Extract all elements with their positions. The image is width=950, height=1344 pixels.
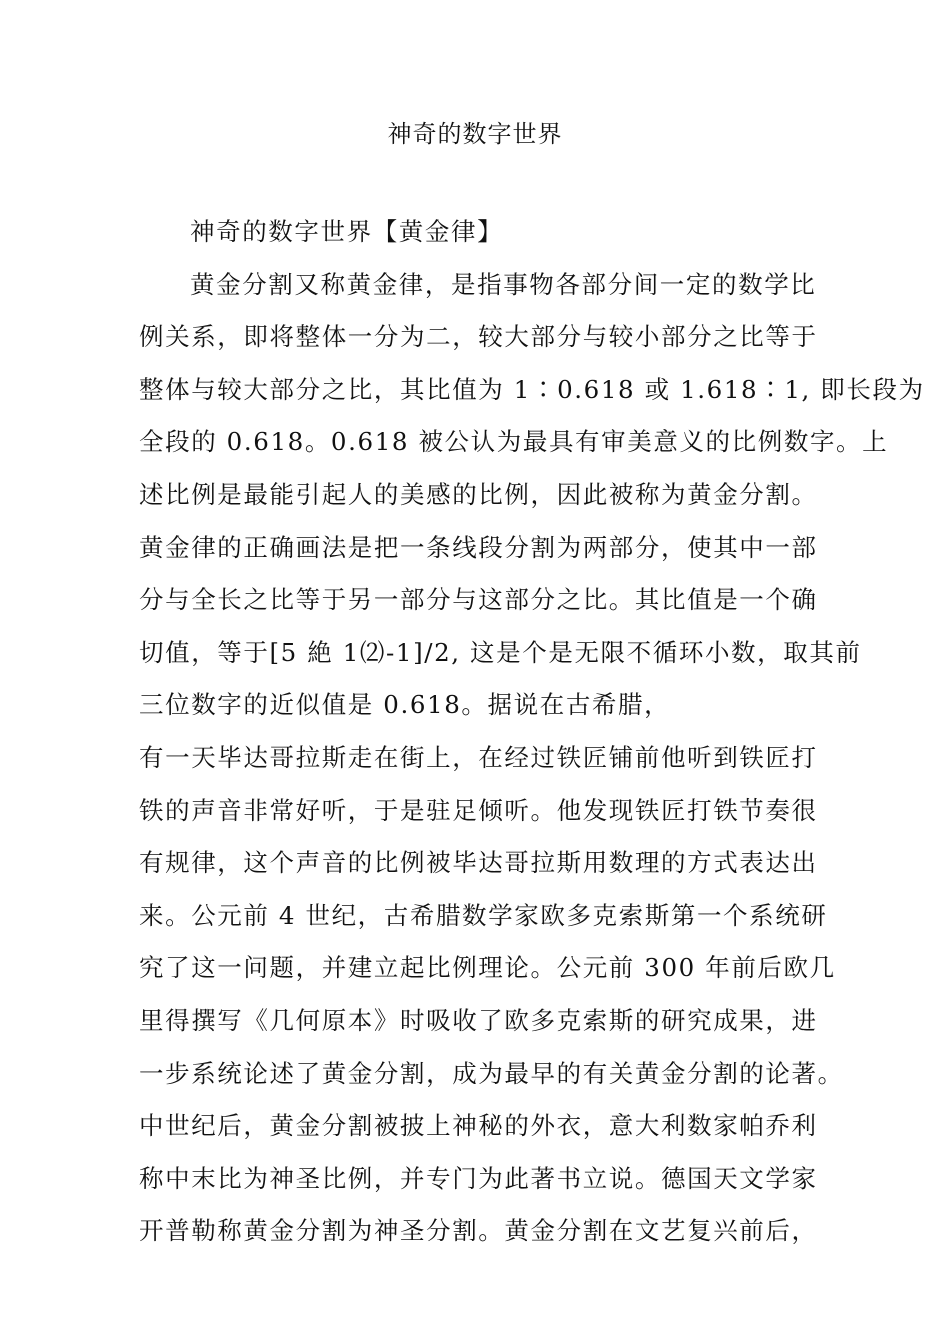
paragraph-line: 有规律，这个声音的比例被毕达哥拉斯用数理的方式表达出 — [139, 848, 818, 878]
paragraph-line: 一步系统论述了黄金分割，成为最早的有关黄金分割的论著。 — [139, 1058, 844, 1088]
paragraph-line: 述比例是最能引起人的美感的比例，因此被称为黄金分割。 — [139, 479, 818, 509]
paragraph-line: 究了这一问题，并建立起比例理论。公元前 300 年前后欧几 — [139, 953, 836, 983]
paragraph-line: 例关系，即将整体一分为二，较大部分与较小部分之比等于 — [139, 322, 818, 352]
paragraph-line: 黄金分割又称黄金律，是指事物各部分间一定的数学比 — [190, 269, 817, 299]
paragraph-line: 有一天毕达哥拉斯走在街上，在经过铁匠铺前他听到铁匠打 — [139, 742, 818, 772]
paragraph-line: 开普勒称黄金分割为神圣分割。黄金分割在文艺复兴前后， — [139, 1216, 818, 1246]
paragraph-line: 来。公元前 4 世纪，古希腊数学家欧多克索斯第一个系统研 — [139, 900, 828, 930]
paragraph-line: 称中末比为神圣比例，并专门为此著书立说。德国天文学家 — [139, 1163, 818, 1193]
paragraph-line: 整体与较大部分之比，其比值为 1∶0.618 或 1.618∶1, 即长段为 — [139, 374, 925, 404]
section-heading: 神奇的数字世界【黄金律】 — [190, 217, 504, 246]
document-title: 神奇的数字世界 — [387, 120, 563, 148]
document-body — [139, 206, 925, 1258]
paragraph-line: 黄金律的正确画法是把一条线段分割为两部分，使其中一部 — [139, 532, 818, 562]
paragraph-line: 里得撰写《几何原本》时吸收了欧多克索斯的研究成果，进 — [139, 1005, 818, 1035]
paragraph-line: 中世纪后，黄金分割被披上神秘的外衣，意大利数家帕乔利 — [139, 1111, 818, 1141]
paragraph-line: 全段的 0.618。0.618 被公认为最具有审美意义的比例数字。上 — [139, 427, 889, 457]
paragraph-line: 铁的声音非常好听，于是驻足倾听。他发现铁匠打铁节奏很 — [139, 795, 818, 825]
paragraph-line: 分与全长之比等于另一部分与这部分之比。其比值是一个确 — [139, 585, 818, 615]
paragraph-line: 三位数字的近似值是 0.618。据说在古希腊， — [139, 690, 671, 720]
paragraph-line: 切值，等于[5 絶 1⑵-1]/2, 这是个是无限不循环小数，取其前 — [139, 637, 862, 667]
